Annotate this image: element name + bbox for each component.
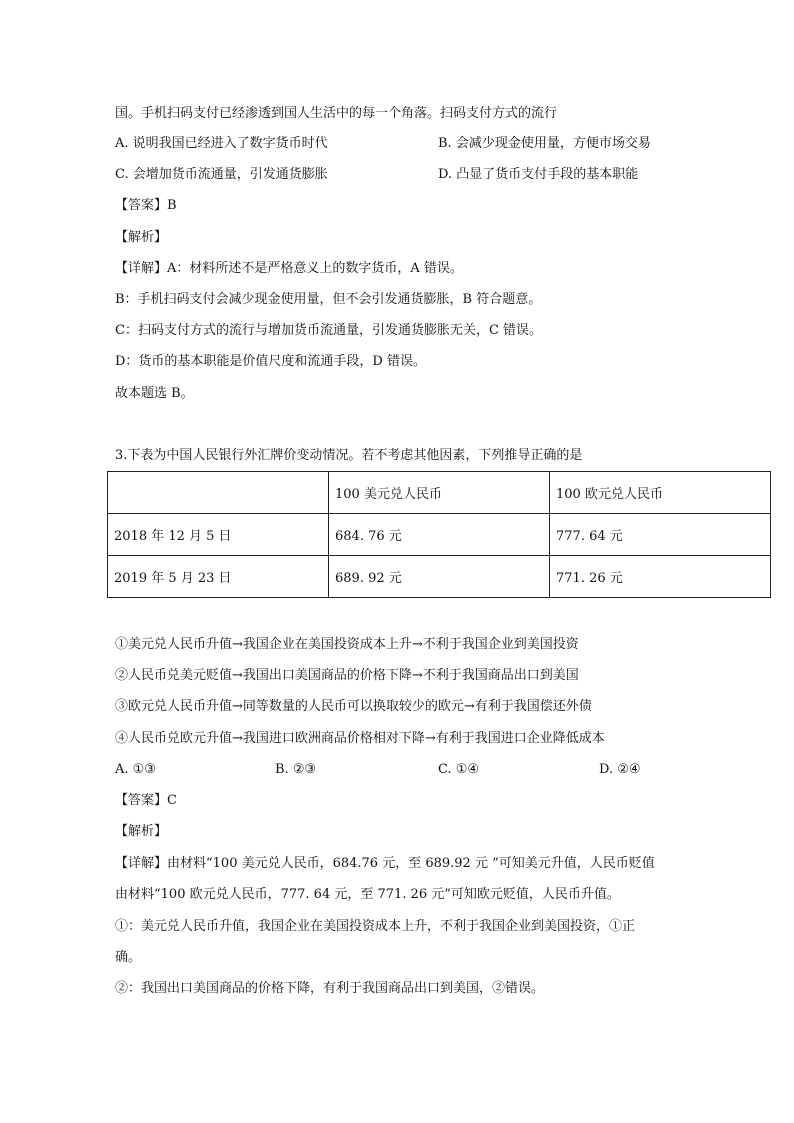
q3-detail-line: 由材料“100 欧元兑人民币，777. 64 元，至 771. 26 元”可知欧元贬值，人民币升值。: [115, 887, 620, 902]
q2-answer: 【答案】B: [115, 198, 177, 213]
q3-option-b: B. ②③: [275, 762, 317, 777]
q2-detail-line: C：扫码支付方式的流行与增加货币流通量，引发通货膨胀无关，C 错误。: [115, 323, 543, 338]
q3-option-d: D. ②④: [599, 762, 641, 777]
table-cell-date: 2019 年 5 月 23 日: [108, 556, 329, 598]
q3-option-a: A. ①③: [115, 762, 156, 777]
q3-statement-4: ④人民币兑欧元升值→我国进口欧洲商品价格相对下降→有利于我国进口企业降低成本: [115, 731, 605, 746]
q2-detail-line: B：手机扫码支付会减少现金使用量，但不会引发通货膨胀，B 符合题意。: [115, 292, 542, 307]
q3-statement-1: ①美元兑人民币升值→我国企业在美国投资成本上升→不利于我国企业到美国投资: [115, 637, 579, 652]
q3-detail-line: 【详解】由材料“100 美元兑人民币，684.76 元，至 689.92 元 ”可知美元升值，人民币贬值: [115, 856, 655, 871]
table-cell-usd: 684. 76 元: [329, 514, 550, 556]
table-header-cell: 100 欧元兑人民币: [550, 472, 771, 514]
table-cell-eur: 777. 64 元: [550, 514, 771, 556]
q3-detail-line: 确。: [115, 950, 142, 965]
q3-statement-3: ③欧元兑人民币升值→同等数量的人民币可以换取较少的欧元→有利于我国偿还外债: [115, 699, 592, 714]
table-row: [108, 514, 771, 556]
q2-option-c: C. 会增加货币流通量，引发通货膨胀: [115, 167, 328, 182]
q3-detail-line: ②：我国出口美国商品的价格下降，有利于我国商品出口到美国，②错误。: [115, 981, 545, 996]
exchange-rate-table: [107, 471, 771, 598]
q2-stem-tail: 国。手机扫码支付已经渗透到国人生活中的每一个角落。扫码支付方式的流行: [115, 106, 558, 121]
q3-stem: 3.下表为中国人民银行外汇牌价变动情况。若不考虑其他因素，下列推导正确的是: [115, 448, 583, 463]
q2-conclusion: 故本题选 B。: [115, 386, 194, 401]
q3-answer: 【答案】C: [115, 793, 177, 808]
table-header-cell: 100 美元兑人民币: [329, 472, 550, 514]
q3-analysis-heading: 【解析】: [115, 824, 168, 839]
q3-detail-line: ①：美元兑人民币升值，我国企业在美国投资成本上升，不利于我国企业到美国投资，①正: [115, 919, 636, 934]
table-cell-date: 2018 年 12 月 5 日: [108, 514, 329, 556]
q2-option-b: B. 会减少现金使用量，方便市场交易: [438, 136, 651, 151]
q3-option-c: C. ①④: [438, 762, 480, 777]
table-header-cell: [108, 472, 329, 514]
q3-statement-2: ②人民币兑美元贬值→我国出口美国商品的价格下降→不利于我国商品出口到美国: [115, 668, 579, 683]
q2-option-a: A. 说明我国已经进入了数字货币时代: [115, 136, 328, 151]
table-cell-usd: 689. 92 元: [329, 556, 550, 598]
table-row: [108, 556, 771, 598]
q2-option-d: D. 凸显了货币支付手段的基本职能: [438, 167, 639, 182]
q2-analysis-heading: 【解析】: [115, 230, 168, 245]
q2-detail-line: D：货币的基本职能是价值尺度和流通手段，D 错误。: [115, 354, 426, 369]
table-cell-eur: 771. 26 元: [550, 556, 771, 598]
q2-detail-line: 【详解】A：材料所述不是严格意义上的数字货币，A 错误。: [115, 261, 463, 276]
table-header-row: [108, 472, 771, 514]
